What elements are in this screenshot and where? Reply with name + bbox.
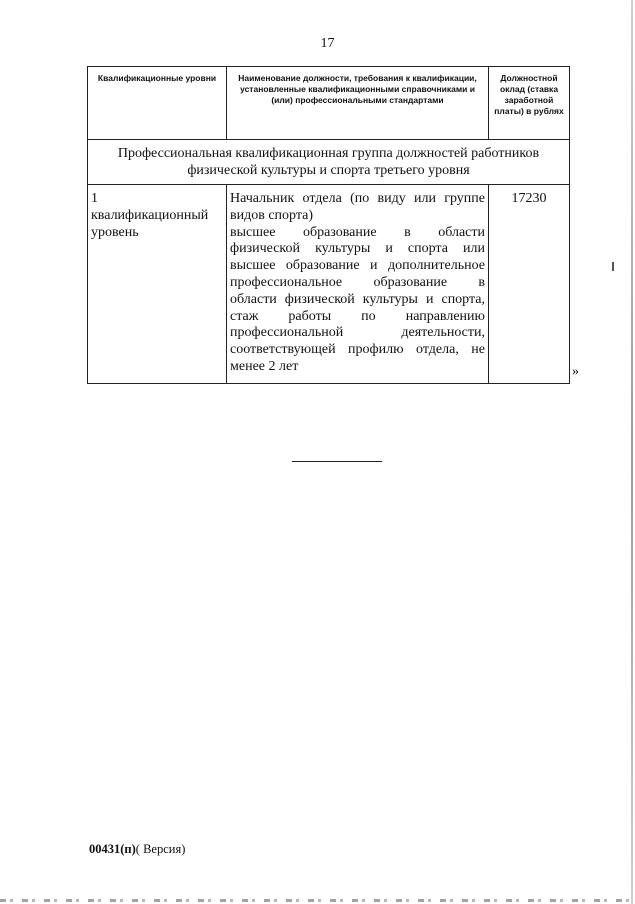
scan-speck (612, 262, 614, 271)
scan-bottom-strip (0, 899, 635, 902)
header-position-requirements: Наименование должности, требования к квалификации, установленные квалификационными справочниками и (или) профессиональными стандартами (227, 67, 489, 140)
description-line: высшее образование и дополнительное (230, 258, 485, 274)
description-line: соответствующей профилю отдела, не (230, 342, 485, 358)
salary-cell (489, 185, 570, 384)
end-of-document-rule (292, 461, 382, 462)
group-title: Профессиональная квалификационная группа должностей работников физической культуры и спорта третьего уровня (88, 140, 570, 185)
description-line: области физической культуры и спорта, (230, 291, 485, 307)
qualification-table (87, 66, 570, 384)
description-line: профессиональное образование в (230, 274, 485, 290)
description-line: высшее образование в области (230, 224, 485, 240)
description-line: менее 2 лет (230, 358, 299, 374)
position-description-cell (227, 185, 489, 384)
description-line: стаж работы по направлению (230, 308, 485, 324)
table-header-row (88, 67, 570, 140)
salary-value: 17230 (511, 191, 547, 206)
header-qualification-levels: Квалификационные уровни (88, 67, 227, 140)
qualification-level: 1 квалификационный уровень (91, 191, 209, 240)
scan-edge (631, 0, 633, 904)
group-title-row (88, 140, 570, 185)
description-line: видов спорта) (230, 207, 314, 223)
header-salary: Должностной оклад (ставка заработной платы) в рублях (489, 67, 570, 140)
description-line: профессиональной деятельности, (230, 325, 485, 341)
closing-quote: » (572, 364, 579, 379)
table-row (88, 185, 570, 384)
description-line: Начальник отдела (по виду или группе (230, 191, 485, 206)
document-version: ( Версия) (135, 842, 186, 856)
document-code (89, 842, 185, 857)
position-description (230, 191, 485, 376)
document-code-number: 00431(п) (89, 842, 136, 856)
page-number: 17 (320, 36, 335, 51)
description-line: физической культуры и спорта или (230, 241, 485, 257)
qualification-level-cell (88, 185, 227, 384)
